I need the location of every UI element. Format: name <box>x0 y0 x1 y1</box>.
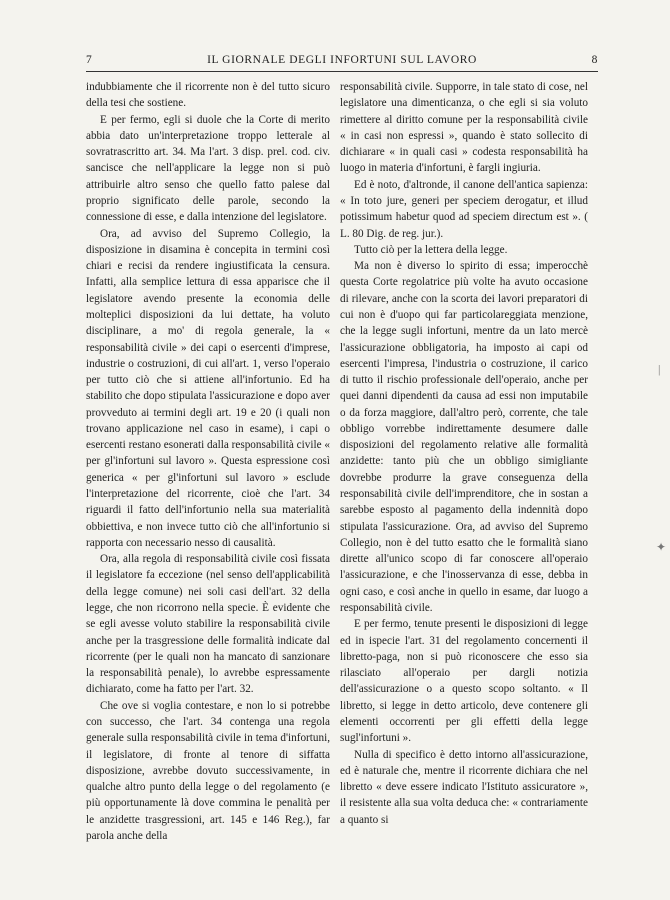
paragraph: indubbiamente che il ricorrente non è del tutto sicuro della tesi che sostiene. <box>86 81 330 110</box>
paragraph: Ora, ad avviso del Supremo Collegio, la disposizione in disamina è concepita in termini così chiari e recisi da rendere ingiustificata la censura. Infatti, alla semplice lettura di essa apparisce che il legislatore avendo presente la economia delle molteplici disposizioni da lui dettate, ha voluto disciplinare, a mo' di regola generale, la « responsabilità civile » dei capi o esercenti d'imprese, industrie o costruzioni, di cui all'art. 1, verso l'operaio per tutto ciò che si attiene all'infortunio. Ed ha stabilito che dopo stipulata l'assicurazione e dopo aver provveduto ai termini degli art. 19 e 20 (i quali non trovano applicazione nel caso in esame), i capi o esercenti restano esonerati dalla responsabilità civile « per gl'infortuni sul lavoro ». Questa espressione così generica « per gl'infortuni sul lavoro » esclude l'interpretazione del ricorrente, cioè che l'art. 34 riguardi il fatto dell'infortunio nella sua materialità obbiettiva, e non invece tutto ciò che all'infortunio si rapporta con necessario nesso di causalità. <box>86 227 330 549</box>
margin-mark: | <box>658 362 661 376</box>
paragraph: Ed è noto, d'altronde, il canone dell'antica sapienza: « In toto jure, generi per speciem derogatur, et illud potissimum habetur quod ad speciem directum est ». ( L. 80 Dig. de reg. jur.). <box>340 178 588 240</box>
paragraph: E per fermo, egli si duole che la Corte di merito abbia dato un'interpretazione troppo letterale al sovratrascritto art. 34. Ma l'art. 3 disp. prel. cod. civ. sancisce che nell'applicare la legge non si può attribuirle altro senso che quello fatto palese dal proprio significato delle parole, secondo la connessione di esse, e dalla intenzione del legislatore. <box>86 113 330 224</box>
page-number-left: 7 <box>86 54 93 66</box>
journal-title: IL GIORNALE DEGLI INFORTUNI SUL LAVORO <box>207 54 477 66</box>
right-column <box>340 79 588 828</box>
paragraph: Nulla di specifico è detto intorno all'assicurazione, ed è naturale che, mentre il ricorrente dichiara che nel libretto « deve essere indicato l'Istituto assicuratore », il resistente alla sua volta deduca che: « contrariamente a quanto si <box>340 748 588 826</box>
paragraph: E per fermo, tenute presenti le disposizioni di legge ed in ispecie l'art. 31 del regolamento concernenti il libretto-paga, non si può riconoscere che esso sia rilasciato all'operaio per dargli notizia dell'assicurazione o a questo scopo soltanto. « Il libretto, si legge in detto articolo, deve contenere gli elementi occorrenti per gli effetti della legge sugl'infortuni ». <box>340 618 588 745</box>
paragraph: responsabilità civile. Supporre, in tale stato di cose, nel legislatore una dimenticanza, o che egli si sia voluto rimettere al diritto comune per la responsabilità civile « in casi non espressi », quando è stato sollecito di dichiarare « in quali casi » codesta responsabilità ha luogo in materia d'infortuni, è fargli ingiuria. <box>340 81 588 175</box>
margin-mark: ✦ <box>656 540 667 554</box>
running-header <box>86 54 598 70</box>
left-column <box>86 79 330 844</box>
page-number-right: 8 <box>591 54 598 66</box>
header-rule <box>86 71 598 72</box>
paragraph: Ma non è diverso lo spirito di essa; imperocchè questa Corte regolatrice più volte ha avuto occasione di rilevare, anche con la scorta dei lavori preparatori di cui non è d'uopo qui far particolareggiata menzione, che la legge sugli infortuni, mentre da un lato mercè l'assicurazione obbligatoria, ha imposto ai capi od esercenti l'impresa, l'industria o costruzione, il carico di tutto il rischio professionale dell'operaio, anche per quei danni dipendenti da causa ad essi non imputabile o da forza maggiore, dall'altro però, corrente, che tale obbligo vorrebbe indirettamente desumere dalle disposizioni del regolamento relative alle formalità anzidette: tanto più che un obbligo simigliante dovrebbe produrre la grave conseguenza della responsabilità civile dell'imprenditore, che in sostan a sarebbe esposto al pagamento della indennità dopo stipulata l'assicurazione. Ora, ad avviso del Supremo Collegio, non è del tutto esatto che le formalità siano dirette all'unico scopo di far conoscere all'operaio l'assicurazione, e che l'inosservanza di esse, debba in ogni caso, e così anche in quello in esame, dar luogo a responsabilità civile. <box>340 260 588 614</box>
paragraph: Che ove si voglia contestare, e non lo si potrebbe con successo, che l'art. 34 contenga una regola generale sulla responsabilità civile in tema d'infortuni, il legislatore, di fronte al tenore di siffatta disposizione, avrebbe dovuto successivamente, in qualche altro punto della legge o del regolamento (e più opportunamente là dove commina le penalità per le anzidette trasgressioni, art. 145 e 146 Reg.), far parola anche della <box>86 699 330 842</box>
paragraph: Tutto ciò per la lettera della legge. <box>354 243 508 256</box>
paragraph: Ora, alla regola di responsabilità civile così fissata il legislatore fa eccezione (nel senso dell'applicabilità della legge comune) nei soli casi dell'art. 32 della legge, che non ricorrono nella specie. È evidente che se egli avesse voluto stabilire la responsabilità civile anche per la trasgressione delle formalità indicate dal ricorrente (per le quali non ha mancato di sanzionare la responsabilità penale), lo avrebbe espressamente dichiarato, come ha fatto per l'art. 32. <box>86 553 330 696</box>
